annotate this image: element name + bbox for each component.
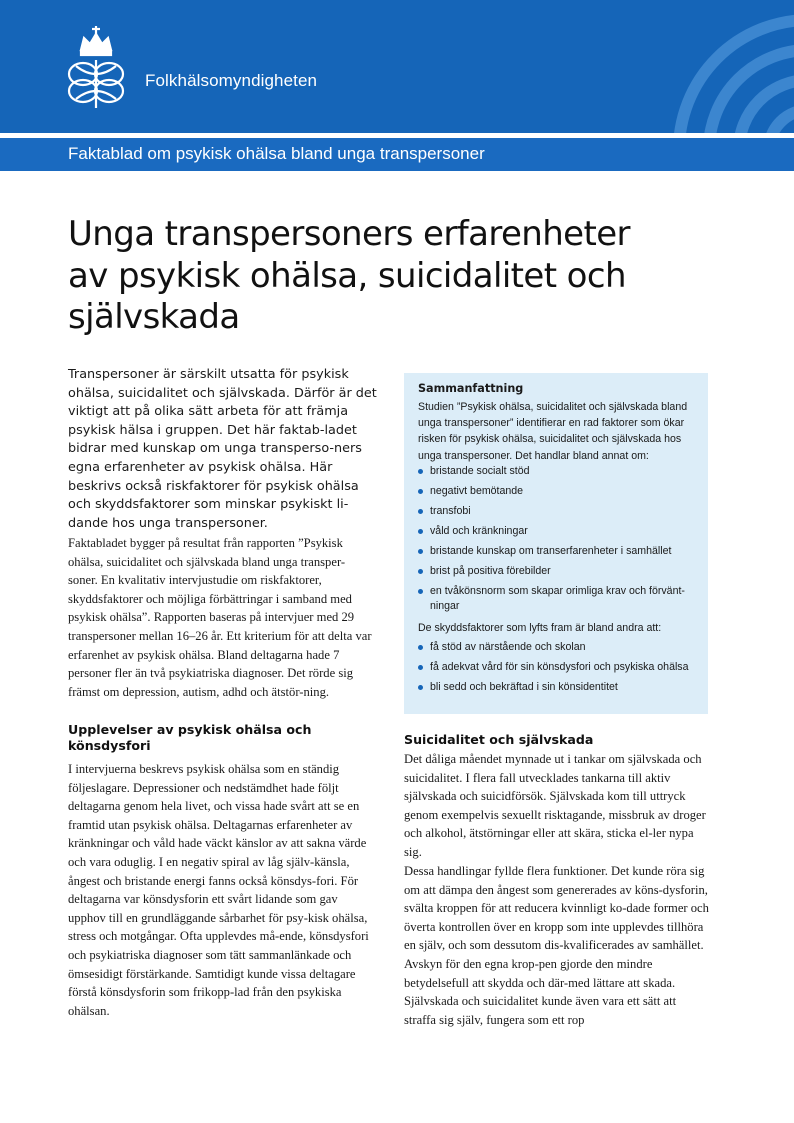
factsheet-subtitle: Faktablad om psykisk ohälsa bland unga transpersoner bbox=[68, 144, 485, 163]
bullet-icon bbox=[418, 665, 423, 670]
list-item: få stöd av närstående och skolan bbox=[418, 640, 703, 655]
title-line-2: av psykisk ohälsa, suicidalitet och bbox=[68, 255, 626, 296]
heading-upplevelser: Upplevelser av psykisk ohälsa och könsdysfori bbox=[68, 722, 312, 753]
left-paragraph-1: Faktabladet bygger på resultat från rapporten ”Psykisk ohälsa, suicidalitet och självskada bland unga transper-soner. En kvalitativ intervjustudie om riskfaktorer, skyddsfaktorer och möjliga förbättringar i samband med psykisk ohälsa”. Rapporten baseras på intervjuer med 29 transpersoner mellan 16–26 år. Ett kriterium för att delta var erfarenhet av psykisk ohälsa. Bland deltagarna hade 7 personer fler än två psykiatriska diagnoser. Det rörde sig främst om depression, autism, adhd och ätstör-ning. bbox=[68, 536, 372, 699]
list-item: våld och kränkningar bbox=[418, 524, 703, 539]
crown-logo-icon bbox=[56, 24, 136, 114]
bullet-icon bbox=[418, 469, 423, 474]
title-line-1: Unga transpersoners erfarenheter bbox=[68, 214, 630, 254]
list-item: negativt bemötande bbox=[418, 484, 703, 499]
list-item: brist på positiva förebilder bbox=[418, 564, 703, 579]
arc-decoration-graphic bbox=[594, 0, 794, 133]
summary-box bbox=[404, 373, 708, 714]
bullet-icon bbox=[418, 509, 423, 514]
protective-factor-list bbox=[418, 640, 703, 700]
bullet-icon bbox=[418, 685, 423, 690]
right-paragraph-2: Dessa handlingar fyllde flera funktioner. Det kunde röra sig om att dämpa den ångest som genererades av köns-dysforin, svälta kroppen för att reducera kvinnligt ko-dade former och överta kontrollen över en kropp som inte upplevdes tillhöra en själv, och som dessutom dis-kvalificerades av samhället. Avskyn för den egna krop-pen gjorde den mindre betydelsefull att skydda och där-med lättare att skada. Självskada och suicidalitet kunde även vara ett sätt att straffa sig själv, fungera som ett rop bbox=[404, 864, 709, 1027]
summary-title: Sammanfattning bbox=[418, 382, 524, 395]
left-paragraph-2: I intervjuerna beskrevs psykisk ohälsa som en ständig följeslagare. Depressioner och nedstämdhet hade följt deltagarna genom hela livet, och vissa hade svårt att se en framtid utan psykisk ohälsa. Deltagarnas erfarenheter av kränkningar och våld hade väckt känslor av att sakna värde och vara oduglig. I en negativ spiral av låg själv-känsla, ångest och bristande energi fanns också könsdys-fori. För deltagarna var könsdysforin ett svårt lidande som gav upphov till en grundläggande sårbarhet för psy-kisk ohälsa, stress och motgångar. Ofta upplevdes må-ende, könsdysfori och psykiatriska diagnoser som tätt sammanlänkade och ömsesidigt förstärkande. Samtidigt kunde vissa deltagare förstå könsdysforin som frikopp-lad från den psykiska ohälsan. bbox=[68, 762, 369, 1018]
list-item: transfobi bbox=[418, 504, 703, 519]
intro-paragraph: Transpersoner är särskilt utsatta för psykisk ohälsa, suicidalitet och självskada. Därför är det viktigt att på olika sätt arbeta för att främja psykisk hälsa i gruppen. Det här faktab-ladet bidrar med kunskap om unga transperso-ners egna erfarenheter av psykisk ohälsa. Här beskrivs också riskfaktorer för psykisk ohälsa och skyddsfaktorer som minskar psykiskt li-dande hos unga transpersoner. bbox=[68, 367, 377, 531]
list-item: bristande kunskap om transerfarenheter i samhället bbox=[418, 544, 703, 559]
org-name: Folkhälsomyndigheten bbox=[145, 71, 318, 90]
list-item: bristande socialt stöd bbox=[418, 464, 703, 479]
bullet-icon bbox=[418, 489, 423, 494]
summary-intro: Studien ”Psykisk ohälsa, suicidalitet och självskada bland unga transpersoner” identifierar en rad faktorer som ökar risken för psykisk ohälsa, suicidalitet och självskada hos unga transpersoner. Det handlar bland annat om: bbox=[418, 401, 688, 462]
right-paragraph-1: Det dåliga måendet mynnade ut i tankar om självskada och suicidalitet. I flera fall utvecklades tankarna till aktiv självskada och suicidförsök. Självskada kom till uttryck genom exempelvis sexuellt risktagande, missbruk av droger och alkohol, ätstörningar eller att skära, sticka el-ler nypa sig. bbox=[404, 752, 706, 859]
bullet-icon bbox=[418, 529, 423, 534]
bullet-icon bbox=[418, 645, 423, 650]
risk-factor-list bbox=[418, 464, 703, 619]
page-title bbox=[68, 214, 708, 339]
bullet-icon bbox=[418, 549, 423, 554]
bullet-icon bbox=[418, 569, 423, 574]
list-item: en tvåkönsnorm som skapar orimliga krav och förvänt-ningar bbox=[418, 584, 703, 615]
protective-factors-intro: De skyddsfaktorer som lyfts fram är bland andra att: bbox=[418, 622, 662, 634]
list-item: bli sedd och bekräftad i sin könsidentitet bbox=[418, 680, 703, 695]
heading-suicidalitet: Suicidalitet och självskada bbox=[404, 732, 594, 747]
page-header bbox=[0, 0, 794, 133]
list-item: få adekvat vård för sin könsdysfori och psykiska ohälsa bbox=[418, 660, 703, 675]
title-line-3: självskada bbox=[68, 297, 240, 337]
bullet-icon bbox=[418, 589, 423, 594]
